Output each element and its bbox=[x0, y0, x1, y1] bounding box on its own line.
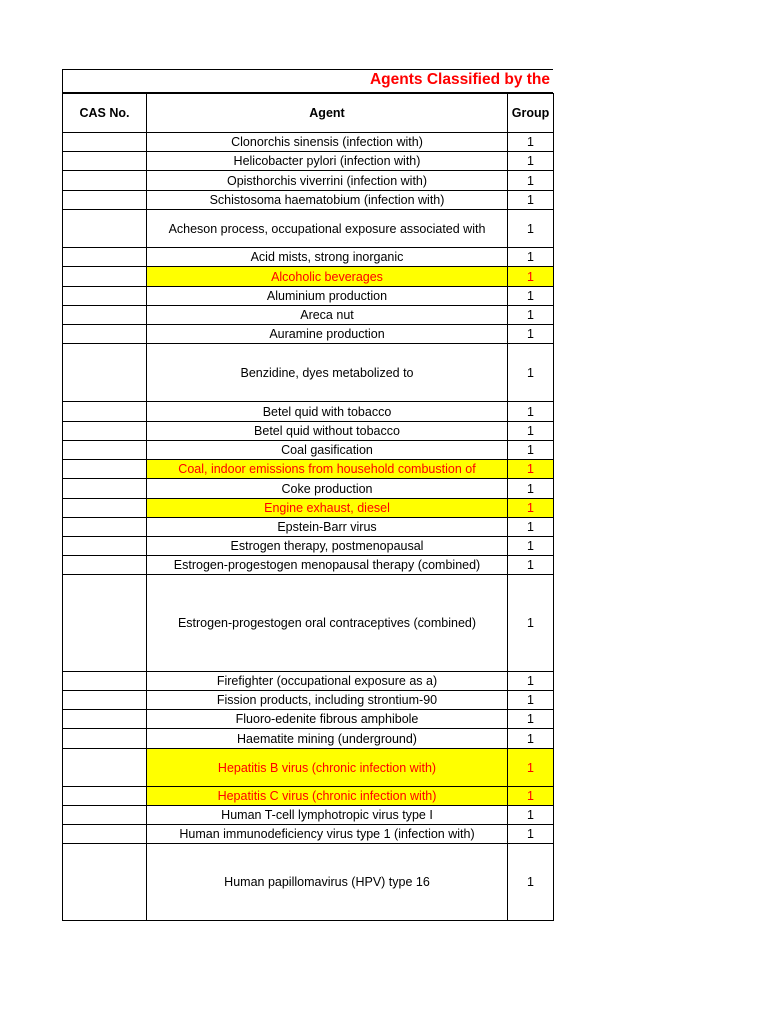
agent-cell: Coal, indoor emissions from household combustion of bbox=[147, 460, 508, 479]
table-row bbox=[63, 749, 554, 787]
agent-cell: Hepatitis C virus (chronic infection with) bbox=[147, 787, 508, 806]
group-cell: 1 bbox=[508, 248, 554, 267]
group-cell: 1 bbox=[508, 267, 554, 287]
agent-cell: Alcoholic beverages bbox=[147, 267, 508, 287]
agent-cell: Aluminium production bbox=[147, 287, 508, 306]
agent-cell: Acid mists, strong inorganic bbox=[147, 248, 508, 267]
table-row bbox=[63, 191, 554, 210]
table-row bbox=[63, 441, 554, 460]
agent-cell: Estrogen therapy, postmenopausal bbox=[147, 537, 508, 556]
cas-cell bbox=[63, 691, 147, 710]
group-cell: 1 bbox=[508, 787, 554, 806]
table-row bbox=[63, 267, 554, 287]
agent-cell: Hepatitis B virus (chronic infection with) bbox=[147, 749, 508, 787]
table-row bbox=[63, 575, 554, 672]
cas-cell bbox=[63, 441, 147, 460]
cas-cell bbox=[63, 267, 147, 287]
agent-cell: Betel quid without tobacco bbox=[147, 422, 508, 441]
table-row bbox=[63, 537, 554, 556]
table-header-row bbox=[63, 94, 554, 133]
agent-cell: Areca nut bbox=[147, 306, 508, 325]
group-cell: 1 bbox=[508, 325, 554, 344]
table-row bbox=[63, 402, 554, 422]
agent-cell: Engine exhaust, diesel bbox=[147, 499, 508, 518]
table-row bbox=[63, 306, 554, 325]
cas-cell bbox=[63, 806, 147, 825]
table-row bbox=[63, 518, 554, 537]
group-cell: 1 bbox=[508, 171, 554, 191]
cas-cell bbox=[63, 749, 147, 787]
cas-cell bbox=[63, 499, 147, 518]
group-cell: 1 bbox=[508, 287, 554, 306]
agent-cell: Human papillomavirus (HPV) type 16 bbox=[147, 844, 508, 921]
agent-cell: Schistosoma haematobium (infection with) bbox=[147, 191, 508, 210]
cas-cell bbox=[63, 556, 147, 575]
cas-cell bbox=[63, 844, 147, 921]
table-row bbox=[63, 152, 554, 171]
cas-cell bbox=[63, 133, 147, 152]
group-cell: 1 bbox=[508, 537, 554, 556]
table-row bbox=[63, 691, 554, 710]
cas-cell bbox=[63, 248, 147, 267]
cas-cell bbox=[63, 422, 147, 441]
cas-cell bbox=[63, 344, 147, 402]
cas-cell bbox=[63, 518, 147, 537]
agent-cell: Acheson process, occupational exposure associated with bbox=[147, 210, 508, 248]
spreadsheet bbox=[62, 69, 553, 921]
cas-cell bbox=[63, 191, 147, 210]
group-cell: 1 bbox=[508, 825, 554, 844]
cas-cell bbox=[63, 152, 147, 171]
agent-cell: Haematite mining (underground) bbox=[147, 729, 508, 749]
agent-cell: Fission products, including strontium-90 bbox=[147, 691, 508, 710]
agent-cell: Auramine production bbox=[147, 325, 508, 344]
column-header-agent: Agent bbox=[147, 94, 508, 133]
table-row bbox=[63, 672, 554, 691]
group-cell: 1 bbox=[508, 422, 554, 441]
table-row bbox=[63, 787, 554, 806]
cas-cell bbox=[63, 672, 147, 691]
group-cell: 1 bbox=[508, 844, 554, 921]
cas-cell bbox=[63, 325, 147, 344]
column-header-cas: CAS No. bbox=[63, 94, 147, 133]
table-row bbox=[63, 133, 554, 152]
agent-cell: Estrogen-progestogen oral contraceptives (combined) bbox=[147, 575, 508, 672]
table-row bbox=[63, 210, 554, 248]
group-cell: 1 bbox=[508, 806, 554, 825]
cas-cell bbox=[63, 460, 147, 479]
group-cell: 1 bbox=[508, 152, 554, 171]
cas-cell bbox=[63, 287, 147, 306]
table-row bbox=[63, 499, 554, 518]
group-cell: 1 bbox=[508, 691, 554, 710]
table-row bbox=[63, 806, 554, 825]
group-cell: 1 bbox=[508, 460, 554, 479]
cas-cell bbox=[63, 710, 147, 729]
agent-cell: Opisthorchis viverrini (infection with) bbox=[147, 171, 508, 191]
group-cell: 1 bbox=[508, 672, 554, 691]
cas-cell bbox=[63, 306, 147, 325]
agent-cell: Human T-cell lymphotropic virus type I bbox=[147, 806, 508, 825]
group-cell: 1 bbox=[508, 499, 554, 518]
table-row bbox=[63, 729, 554, 749]
group-cell: 1 bbox=[508, 518, 554, 537]
group-cell: 1 bbox=[508, 710, 554, 729]
table-row bbox=[63, 287, 554, 306]
agent-cell: Coke production bbox=[147, 479, 508, 499]
agent-cell: Estrogen-progestogen menopausal therapy (combined) bbox=[147, 556, 508, 575]
table-row bbox=[63, 479, 554, 499]
cas-cell bbox=[63, 537, 147, 556]
group-cell: 1 bbox=[508, 479, 554, 499]
cas-cell bbox=[63, 171, 147, 191]
column-header-group: Group bbox=[508, 94, 554, 133]
cas-cell bbox=[63, 575, 147, 672]
group-cell: 1 bbox=[508, 729, 554, 749]
group-cell: 1 bbox=[508, 344, 554, 402]
table-row bbox=[63, 344, 554, 402]
agent-cell: Helicobacter pylori (infection with) bbox=[147, 152, 508, 171]
group-cell: 1 bbox=[508, 441, 554, 460]
table-row bbox=[63, 325, 554, 344]
table-row bbox=[63, 556, 554, 575]
group-cell: 1 bbox=[508, 191, 554, 210]
cas-cell bbox=[63, 729, 147, 749]
table-row bbox=[63, 248, 554, 267]
table-row bbox=[63, 844, 554, 921]
cas-cell bbox=[63, 825, 147, 844]
group-cell: 1 bbox=[508, 402, 554, 422]
table-row bbox=[63, 422, 554, 441]
agent-cell: Epstein-Barr virus bbox=[147, 518, 508, 537]
title-row bbox=[62, 69, 553, 93]
cas-cell bbox=[63, 479, 147, 499]
agent-cell: Clonorchis sinensis (infection with) bbox=[147, 133, 508, 152]
agent-cell: Coal gasification bbox=[147, 441, 508, 460]
group-cell: 1 bbox=[508, 556, 554, 575]
sheet-title: Agents Classified by the bbox=[369, 71, 550, 88]
cas-cell bbox=[63, 210, 147, 248]
group-cell: 1 bbox=[508, 749, 554, 787]
cas-cell bbox=[63, 402, 147, 422]
agent-cell: Betel quid with tobacco bbox=[147, 402, 508, 422]
cas-cell bbox=[63, 787, 147, 806]
agents-table bbox=[62, 93, 554, 921]
table-row bbox=[63, 171, 554, 191]
agent-cell: Fluoro-edenite fibrous amphibole bbox=[147, 710, 508, 729]
table-row bbox=[63, 825, 554, 844]
group-cell: 1 bbox=[508, 575, 554, 672]
table-row bbox=[63, 460, 554, 479]
group-cell: 1 bbox=[508, 210, 554, 248]
group-cell: 1 bbox=[508, 133, 554, 152]
group-cell: 1 bbox=[508, 306, 554, 325]
agent-cell: Firefighter (occupational exposure as a) bbox=[147, 672, 508, 691]
agent-cell: Benzidine, dyes metabolized to bbox=[147, 344, 508, 402]
agent-cell: Human immunodeficiency virus type 1 (infection with) bbox=[147, 825, 508, 844]
table-row bbox=[63, 710, 554, 729]
